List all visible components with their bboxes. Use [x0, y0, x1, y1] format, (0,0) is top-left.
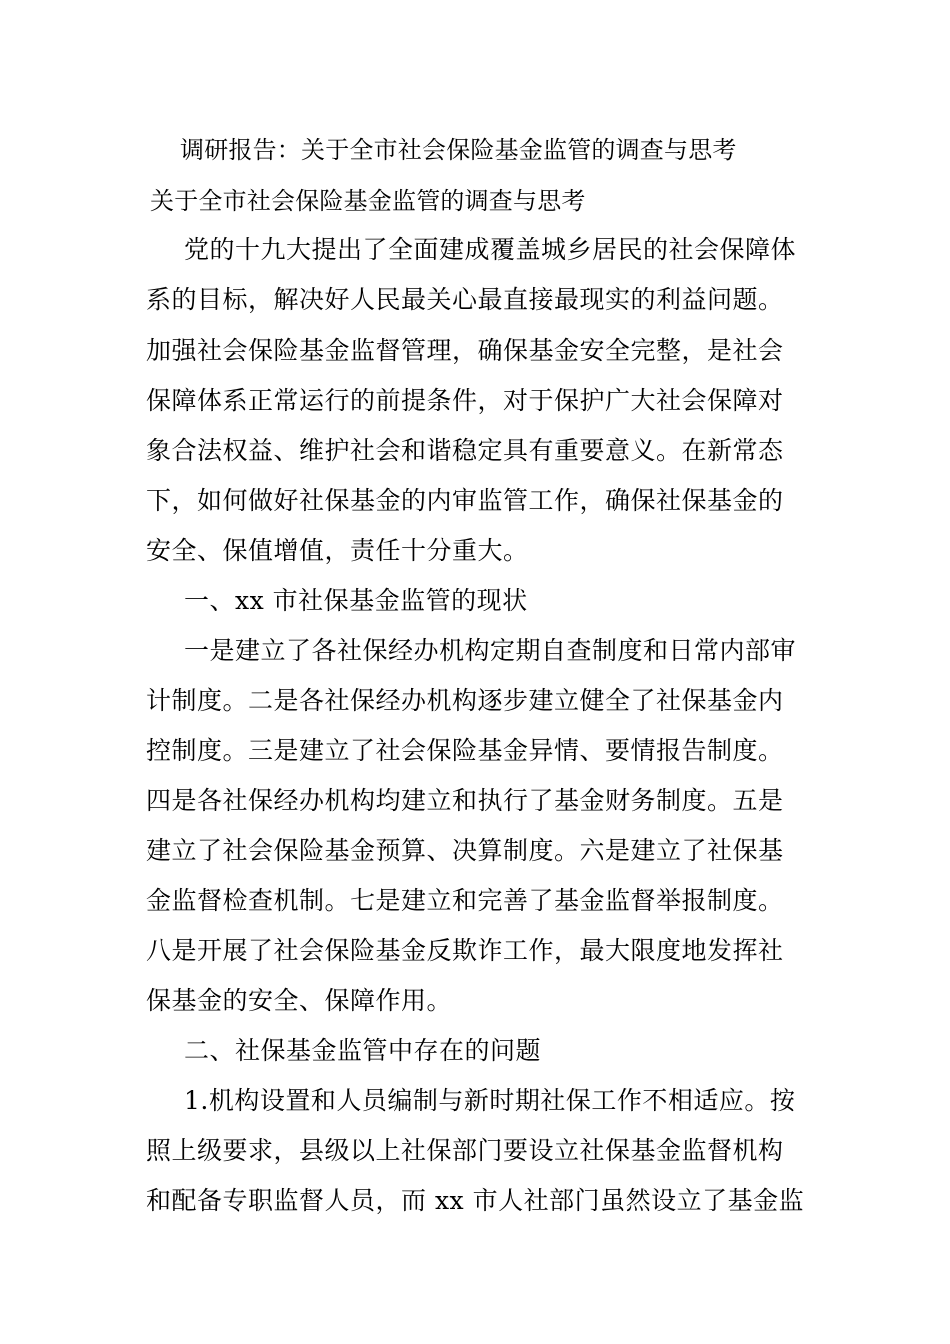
paragraph-line: 安全、保值增值，责任十分重大。 — [146, 536, 529, 565]
paragraph-line: 保障体系正常运行的前提条件，对于保护广大社会保障对 — [146, 386, 784, 415]
paragraph-line: 照上级要求，县级以上社保部门要设立社保基金监督机构 — [146, 1136, 784, 1165]
paragraph-line: 加强社会保险基金监督管理，确保基金安全完整，是社会 — [146, 336, 784, 365]
paragraph-line: 金监督检查机制。七是建立和完善了基金监督举报制度。 — [146, 886, 784, 915]
document-subtitle: 关于全市社会保险基金监管的调查与思考 — [150, 187, 586, 215]
paragraph-line: 四是各社保经办机构均建立和执行了基金财务制度。五是 — [146, 786, 784, 815]
section-heading: 一、xx 市社保基金监管的现状 — [184, 586, 528, 615]
paragraph-line: 保基金的安全、保障作用。 — [146, 986, 453, 1015]
document-title: 调研报告：关于全市社会保险基金监管的调查与思考 — [180, 136, 737, 164]
paragraph-line: 下，如何做好社保基金的内审监管工作，确保社保基金的 — [146, 486, 784, 515]
paragraph-line: 1.机构设置和人员编制与新时期社保工作不相适应。按 — [184, 1086, 796, 1115]
section-heading: 二、社保基金监管中存在的问题 — [184, 1036, 542, 1065]
paragraph-line: 和配备专职监督人员，而 xx 市人社部门虽然设立了基金监 — [146, 1186, 805, 1215]
paragraph-line: 八是开展了社会保险基金反欺诈工作，最大限度地发挥社 — [146, 936, 784, 965]
paragraph-line: 建立了社会保险基金预算、决算制度。六是建立了社保基 — [146, 836, 784, 865]
paragraph-line: 党的十九大提出了全面建成覆盖城乡居民的社会保障体 — [184, 235, 797, 264]
paragraph-line: 计制度。二是各社保经办机构逐步建立健全了社保基金内 — [146, 686, 784, 715]
paragraph-line: 控制度。三是建立了社会保险基金异情、要情报告制度。 — [146, 736, 784, 765]
paragraph-line: 象合法权益、维护社会和谐稳定具有重要意义。在新常态 — [146, 436, 784, 465]
paragraph-line: 一是建立了各社保经办机构定期自查制度和日常内部审 — [184, 636, 797, 665]
paragraph-line: 系的目标，解决好人民最关心最直接最现实的利益问题。 — [146, 285, 784, 314]
